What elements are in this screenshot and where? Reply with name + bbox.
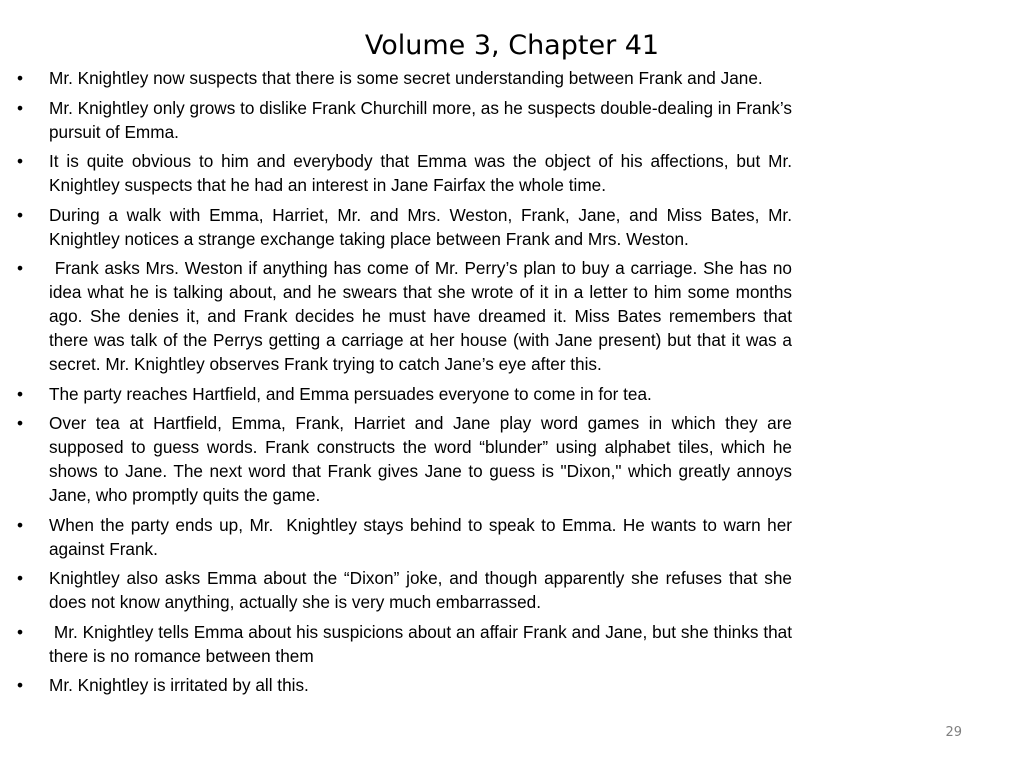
bullet-icon: • — [16, 383, 24, 404]
list-item — [14, 566, 792, 614]
bullet-icon: • — [16, 204, 24, 225]
list-item — [14, 66, 792, 90]
list-item — [14, 513, 797, 561]
list-item — [14, 149, 792, 197]
bullet-text: Mr. Knightley now suspects that there is some secret understanding between Frank and Jane. — [49, 68, 763, 88]
bullet-icon: • — [16, 68, 24, 88]
bullet-text: During a walk with Emma, Harriet, Mr. and Mrs. Weston, Frank, Jane, and Miss Bates, Mr. Knightley notices a strange exchange taking place between Frank and Mrs. Weston. — [49, 204, 792, 249]
bullet-text: Knightley also asks Emma about the “Dixon” joke, and though apparently she refuses that she does not know anything, actually she is very much embarrassed. — [49, 568, 792, 612]
list-item — [14, 673, 792, 697]
bullet-list — [14, 66, 797, 703]
slide-title: Volume 3, Chapter 41 — [364, 30, 660, 61]
list-item — [14, 256, 797, 376]
bullet-text: It is quite obvious to him and everybody that Emma was the object of his affections, but Mr. Knightley suspects that he had an interest in Jane Fairfax the whole time. — [49, 151, 792, 195]
list-item — [14, 96, 792, 144]
list-item — [14, 382, 792, 406]
list-item — [14, 203, 792, 251]
bullet-icon: • — [16, 621, 24, 642]
bullet-icon: • — [16, 151, 24, 171]
bullet-icon: • — [16, 97, 24, 118]
list-item — [14, 620, 797, 668]
list-item — [14, 411, 792, 507]
bullet-text: Mr. Knightley only grows to dislike Frank Churchill more, as he suspects double-dealing in Frank’s pursuit of Emma. — [49, 97, 792, 142]
page-number: 29 — [945, 725, 962, 740]
bullet-text: The party reaches Hartfield, and Emma persuades everyone to come in for tea. — [49, 383, 652, 404]
bullet-icon: • — [16, 413, 24, 433]
bullet-text: Mr. Knightley tells Emma about his suspicions about an affair Frank and Jane, but she thinks that there is no romance between them — [49, 621, 797, 666]
bullet-icon: • — [16, 675, 24, 695]
bullet-icon: • — [16, 514, 24, 535]
bullet-text: When the party ends up, Mr. Knightley stays behind to speak to Emma. He wants to warn her against Frank. — [49, 514, 797, 559]
bullet-text: Frank asks Mrs. Weston if anything has come of Mr. Perry’s plan to buy a carriage. She has no idea what he is talking about, and he swears that she wrote of it in a letter to him some months ago. She denies it, and Frank decides he must have dreamed it. Miss Bates remembers that there was talk of the Perrys getting a carriage at her house (with Jane present) but that it was a secret. Mr. Knightley observes Frank trying to catch Jane’s eye after this. — [49, 258, 797, 374]
bullet-icon: • — [16, 258, 24, 278]
bullet-text: Over tea at Hartfield, Emma, Frank, Harriet and Jane play word games in which they are supposed to guess words. Frank constructs the word “blunder” using alphabet tiles, which he shows to Jane. The next word that Frank gives Jane to guess is "Dixon," which greatly annoys Jane, who promptly quits the game. — [49, 413, 792, 505]
bullet-text: Mr. Knightley is irritated by all this. — [49, 675, 309, 695]
bullet-icon: • — [16, 568, 24, 588]
